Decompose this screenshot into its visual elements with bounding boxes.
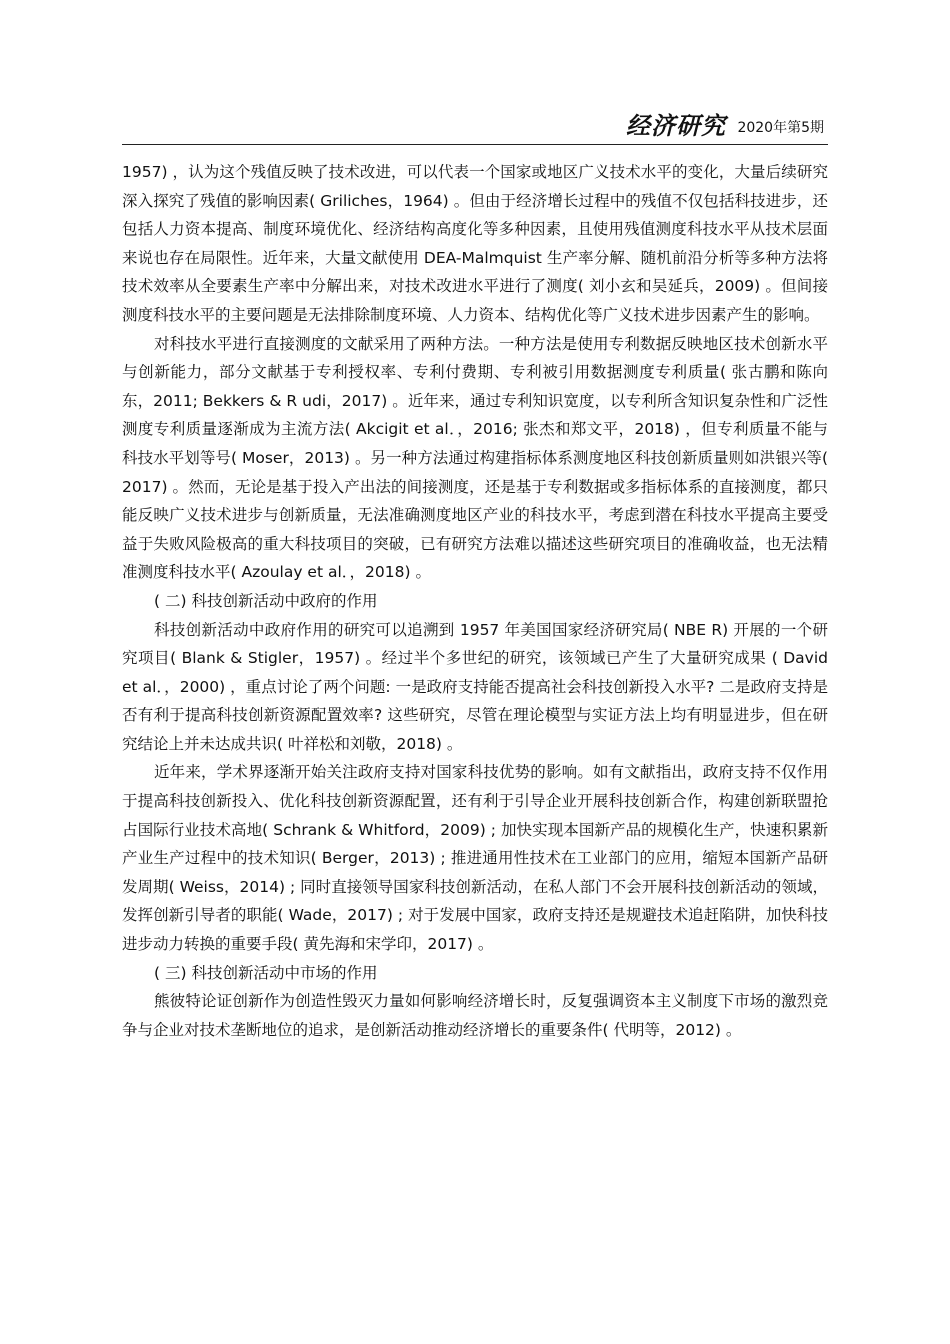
paragraph: 近年来，学术界逐渐开始关注政府支持对国家科技优势的影响。如有文献指出，政府支持不仅作用于提高科技创新投入、优化科技创新资源配置，还有利于引导企业开展科技创新合作，构建创新联盟抢占国际行业技术高地( Schrank & Whitford，2009) ; 加快实现本国新产品的规模化生产，快速积累新产业生产过程中的技术知识( Berger，2013) ; 推进通用性技术在工业部门的应用，缩短本国新产品研发周期( Weiss，2014) ; 同时直接领导国家科技创新活动，在私人部门不会开展科技创新活动的领域，发挥创新引导者的职能( Wade，2017) ; 对于发展中国家，政府支持还是规避技术追赶陷阱，加快科技进步动力转换的重要手段( 黄先海和宋学印，2017) 。	[122, 763, 828, 954]
body-text	[122, 158, 828, 1044]
paragraph: 对科技水平进行直接测度的文献采用了两种方法。一种方法是使用专利数据反映地区技术创新水平与创新能力，部分文献基于专利授权率、专利付费期、专利被引用数据测度专利质量( 张古鹏和陈向东，2011; Bekkers & R udi，2017) 。近年来，通过专利知识宽度，以专利所含知识复杂性和广泛性测度专利质量逐渐成为主流方法( Akcigit et al．，2016; 张杰和郑文平，2018) ，但专利质量不能与科技水平划等号( Moser，2013) 。另一种方法通过构建指标体系测度地区科技创新质量则如洪银兴等( 2017) 。然而，无论是基于投入产出法的间接测度，还是基于专利数据或多指标体系的直接测度，都只能反映广义技术进步与创新质量，无法准确测度地区产业的科技水平，考虑到潜在科技水平提高主要受益于失败风险极高的重大科技项目的突破，已有研究方法难以描述这些研究项目的准确收益，也无法精准测度科技水平( Azoulay et al．，2018) 。	[122, 334, 828, 582]
paragraph-continued: 1957) ，认为这个残值反映了技术改进，可以代表一个国家或地区广义技术水平的变化，大量后续研究深入探究了残值的影响因素( Griliches，1964) 。但由于经济增长过程中的残值不仅包括科技进步，还包括人力资本提高、制度环境优化、经济结构高度化等多种因素，且使用残值测度科技水平从技术层面来说也存在局限性。近年来，大量文献使用 DEA-Malmquist 生产率分解、随机前沿分析等多种方法将技术效率从全要素生产率中分解出来，对技术改进水平进行了测度( 刘小玄和吴延兵，2009) 。但间接测度科技水平的主要问题是无法排除制度环境、人力资本、结构优化等广义技术进步因素产生的影响。	[122, 163, 828, 324]
journal-logo: 经济研究	[626, 111, 726, 140]
issue-label: 2020年第5期	[737, 120, 824, 136]
page-header	[122, 112, 828, 145]
section-heading-market: ( 三) 科技创新活动中市场的作用	[154, 963, 378, 982]
paragraph: 熊彼特论证创新作为创造性毁灭力量如何影响经济增长时，反复强调资本主义制度下市场的激烈竞争与企业对技术垄断地位的追求，是创新活动推动经济增长的重要条件( 代明等，2012) 。	[122, 992, 828, 1039]
section-heading-government: ( 二) 科技创新活动中政府的作用	[154, 591, 378, 610]
paragraph: 科技创新活动中政府作用的研究可以追溯到 1957 年美国国家经济研究局( NBE R) 开展的一个研究项目( Blank & Stigler，1957) 。经过半个多世纪的研究，该领域已产生了大量研究成果 ( David et al．，2000) ，重点讨论了两个问题: 一是政府支持能否提高社会科技创新投入水平? 二是政府支持是否有利于提高科技创新资源配置效率? 这些研究，尽管在理论模型与实证方法上均有明显进步，但在研究结论上并未达成共识( 叶祥松和刘敬，2018) 。	[122, 620, 828, 753]
